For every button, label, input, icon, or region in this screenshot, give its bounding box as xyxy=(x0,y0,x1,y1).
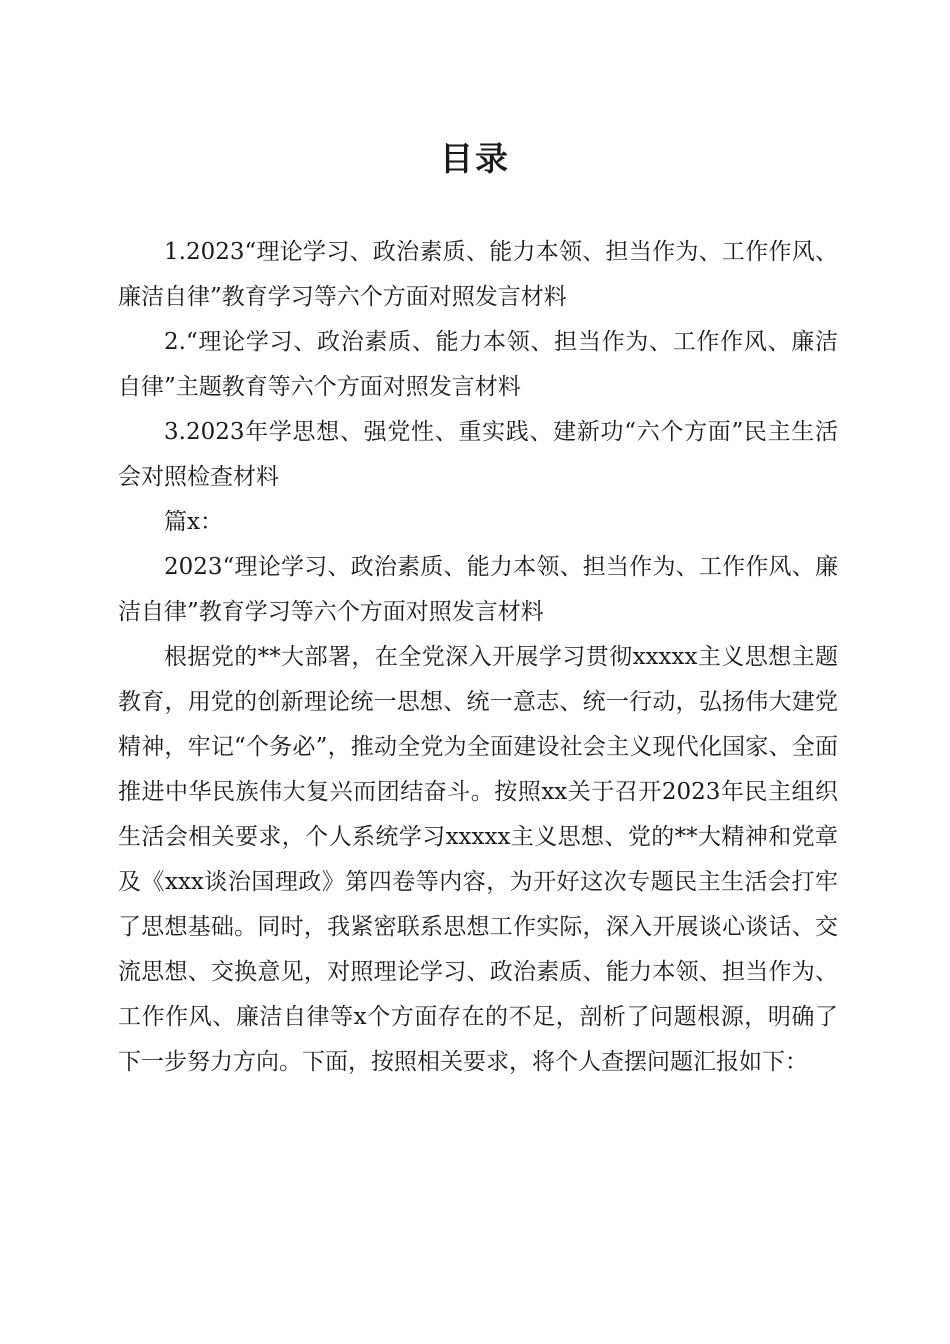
document-body xyxy=(118,230,838,1085)
page-title: 目录 xyxy=(440,139,510,178)
toc-item-1: 1.2023“理论学习、政治素质、能力本领、担当作为、工作作风、廉洁自律”教育学习等六个方面对照发言材料 xyxy=(118,239,838,310)
section-title: 2023“理论学习、政治素质、能力本领、担当作为、工作作风、廉洁自律”教育学习等六个方面对照发言材料 xyxy=(118,554,838,625)
toc-item-2: 2.“理论学习、政治素质、能力本领、担当作为、工作作风、廉洁自律”主题教育等六个方面对照发言材料 xyxy=(118,329,838,400)
body-paragraph: 根据党的**大部署，在全党深入开展学习贯彻xxxxx主义思想主题教育，用党的创新理论统一思想、统一意志、统一行动，弘扬伟大建党精神，牢记“个务必”，推动全党为全面建设社会主义现代化国家、全面推进中华民族伟大复兴而团结奋斗。按照xx关于召开2023年民主组织生活会相关要求，个人系统学习xxxxx主义思想、党的**大精神和党章及《xxx谈治国理政》第四卷等内容，为开好这次专题民主生活会打牢了思想基础。同时，我紧密联系思想工作实际，深入开展谈心谈话、交流思想、交换意见，对照理论学习、政治素质、能力本领、担当作为、工作作风、廉洁自律等x个方面存在的不足，剖析了问题根源，明确了下一步努力方向。下面，按照相关要求，将个人查摆问题汇报如下： xyxy=(118,644,838,1075)
section-label: 篇x： xyxy=(164,509,223,535)
toc-item-3: 3.2023年学思想、强党性、重实践、建新功“六个方面”民主生活会对照检查材料 xyxy=(118,419,838,490)
